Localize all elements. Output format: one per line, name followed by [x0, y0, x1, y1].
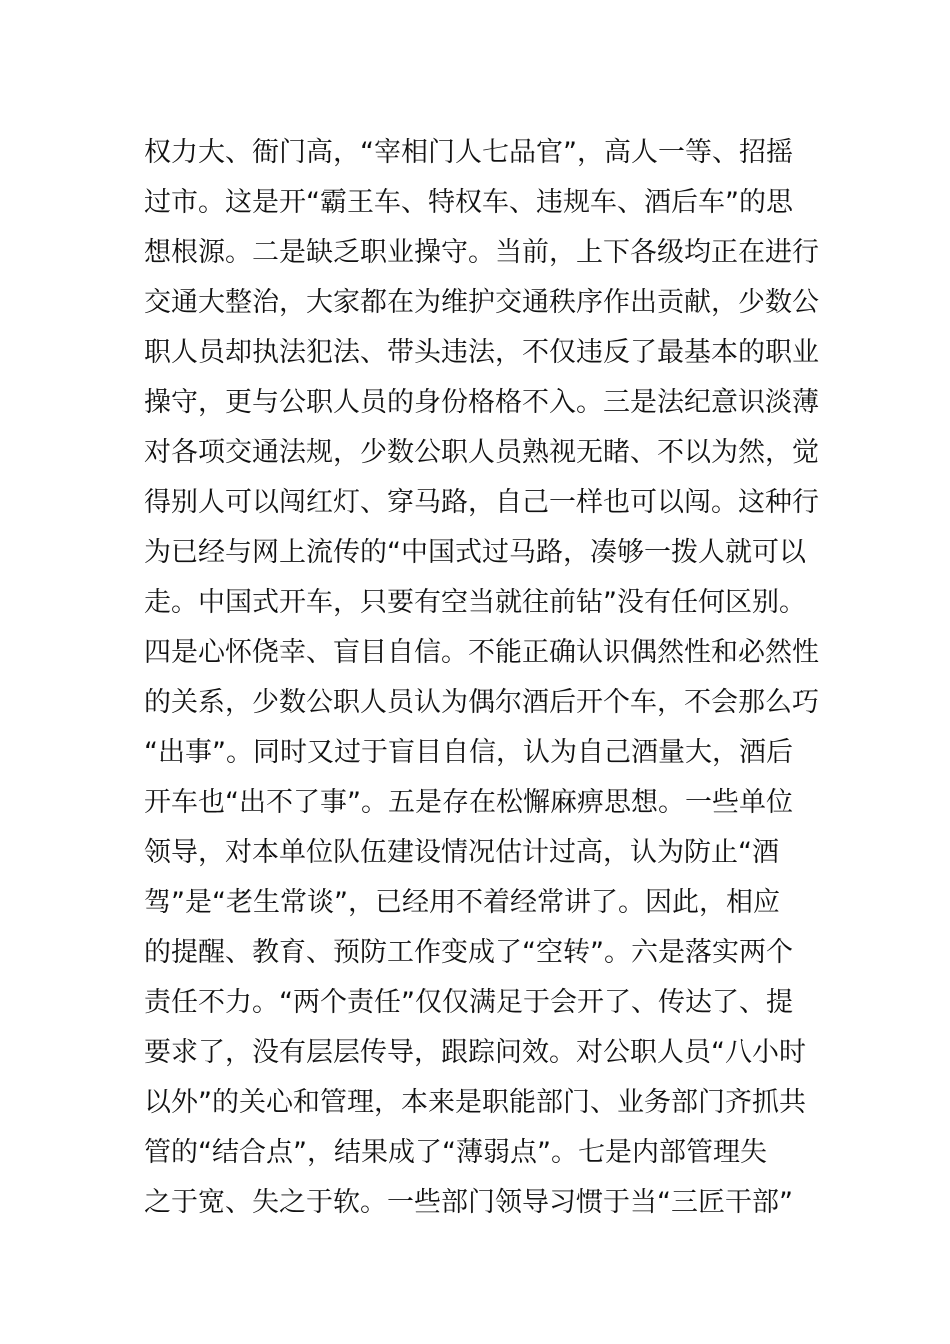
text-line: 对各项交通法规，少数公职人员熟视无睹、不以为然，觉 — [144, 437, 819, 468]
text-line: 驾”是“老生常谈”，已经用不着经常讲了。因此，相应 — [144, 887, 780, 918]
text-line: 管的“结合点”，结果成了“薄弱点”。七是内部管理失 — [144, 1137, 767, 1168]
text-line: 开车也“出不了事”。五是存在松懈麻痹思想。一些单位 — [144, 787, 793, 818]
text-line: 要求了，没有层层传导，跟踪问效。对公职人员“八小时 — [144, 1037, 806, 1068]
text-line: 的关系，少数公职人员认为偶尔酒后开个车，不会那么巧 — [144, 687, 819, 718]
text-line: 以外”的关心和管理，本来是职能部门、业务部门齐抓共 — [144, 1087, 806, 1118]
text-line: 权力大、衙门高，“宰相门人七品官”，高人一等、招摇 — [144, 137, 793, 168]
body-text — [144, 128, 824, 1228]
text-line: 的提醒、教育、预防工作变成了“空转”。六是落实两个 — [144, 937, 793, 968]
text-line: 交通大整治，大家都在为维护交通秩序作出贡献，少数公 — [144, 287, 819, 318]
text-line: 之于宽、失之于软。一些部门领导习惯于当“三匠干部” — [144, 1187, 793, 1218]
text-line: 为已经与网上流传的“中国式过马路，凑够一拨人就可以 — [144, 537, 806, 568]
text-line: 操守，更与公职人员的身份格格不入。三是法纪意识淡薄 — [144, 387, 819, 418]
text-line: 走。中国式开车，只要有空当就往前钻”没有任何区别。 — [144, 587, 806, 618]
text-line: 过市。这是开“霸王车、特权车、违规车、酒后车”的思 — [144, 187, 793, 218]
text-line: 责任不力。“两个责任”仅仅满足于会开了、传达了、提 — [144, 987, 793, 1018]
text-line: 想根源。二是缺乏职业操守。当前，上下各级均正在进行 — [144, 237, 819, 268]
text-line: 四是心怀侥幸、盲目自信。不能正确认识偶然性和必然性 — [144, 637, 819, 668]
text-line: 领导，对本单位队伍建设情况估计过高，认为防止“酒 — [144, 837, 779, 868]
text-line: 职人员却执法犯法、带头违法，不仅违反了最基本的职业 — [144, 337, 819, 368]
text-line: “出事”。同时又过于盲目自信，认为自己酒量大，酒后 — [144, 737, 793, 768]
text-line: 得别人可以闯红灯、穿马路，自己一样也可以闯。这种行 — [144, 487, 819, 518]
